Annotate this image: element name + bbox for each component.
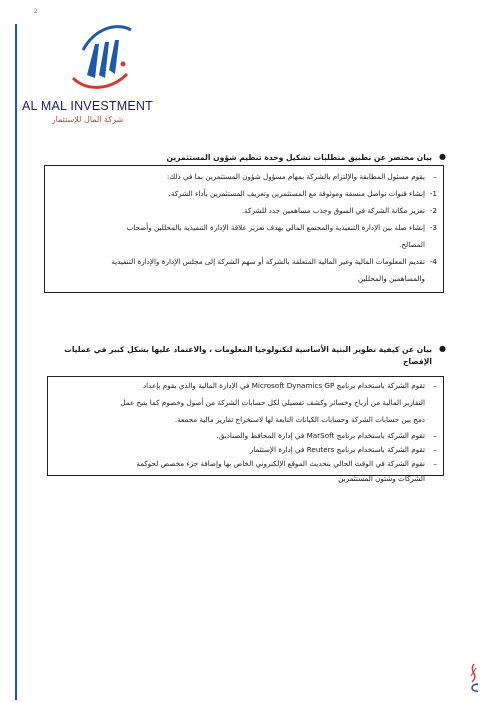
company-logo bbox=[20, 20, 160, 130]
section-2-title-cont: الإفصاح bbox=[402, 357, 432, 366]
list-item: 1- إنشاء قنوات تواصل منسقة وموثوقة مع المستثمرين وتعريف المستثمرين بأداء الشركة. bbox=[168, 189, 437, 198]
left-margin-rule bbox=[15, 24, 17, 700]
handwritten-signature-icon bbox=[462, 660, 484, 696]
section-1-box bbox=[44, 165, 444, 293]
list-item: 3- إنشاء صلة بين الإدارة التنفيذية والمجتمع المالي بهدف تعزيز علاقة الإدارة التنفيذية بالمحللين وأصحاب المصالح. bbox=[126, 223, 437, 249]
logo-mark-icon bbox=[65, 20, 135, 92]
logo-name-en: AL MAL INVESTMENT bbox=[22, 99, 153, 113]
list-item: 4- تقديم المعلومات المالية وغير المالية المتعلقة بالشركة أو سهم الشركة إلى مجلس الإدارة والإدارة التنفيذية والمساهمين والمحللين bbox=[111, 257, 437, 283]
logo-name-ar: شركة المال للإستثمار bbox=[51, 115, 124, 124]
bullet-icon: ● bbox=[439, 152, 446, 161]
section-2-title: بيان عن كيفية تطوير البنية الأساسية لتكنولوجيا المعلومات ، والاعتماد عليها بشكل كبير في عمليات bbox=[64, 345, 432, 354]
section-2-heading bbox=[42, 344, 446, 368]
section-2-box bbox=[47, 376, 444, 483]
list-item: – تقوم الشركة باستخدام برنامج Reuters في إدارة الإستثمار bbox=[249, 445, 437, 454]
list-item: – تقوم الشركة في الوقت الحالي بتحديث الموقع الإلكتروني الخاص بها وإضافة جزء مخصص لحوكمة الشركات وشئون المستثمرين bbox=[136, 459, 437, 483]
bullet-icon: ● bbox=[439, 344, 446, 353]
list-item: – تقوم الشركة باستخدام برنامج Microsoft Dynamics GP في الإدارة المالية والذي يقوم بإعداد التقارير المالية من أرباح وخسائر وكشف تفصيلي لكل حسابات الشركة من أصول وخصوم كما يتيح عمل دمج بين حسابات الشركة وحسابات الكيانات التابعة لها لاستخراج تقارير مالية مجمعة. bbox=[120, 381, 437, 424]
list-item: – تقوم الشركة باستخدام برنامج MarSoft في إدارة المحافظ والصناديق. bbox=[216, 431, 437, 440]
list-item: – يقوم مسئول المطابقة والإلتزام بالشركة بمهام مسؤول شؤون المستثمرين بما في ذلك: bbox=[166, 172, 437, 181]
page-number: 2 bbox=[34, 9, 38, 15]
section-1-heading bbox=[42, 152, 446, 164]
list-item: 2- تعزيز مكانة الشركة في السوق وجذب مساهمين جدد للشركة. bbox=[241, 206, 437, 215]
section-1-title: بيان مختصر عن تطبيق متطلبات تشكيل وحدة تنظيم شؤون المستثمرين bbox=[166, 153, 432, 162]
